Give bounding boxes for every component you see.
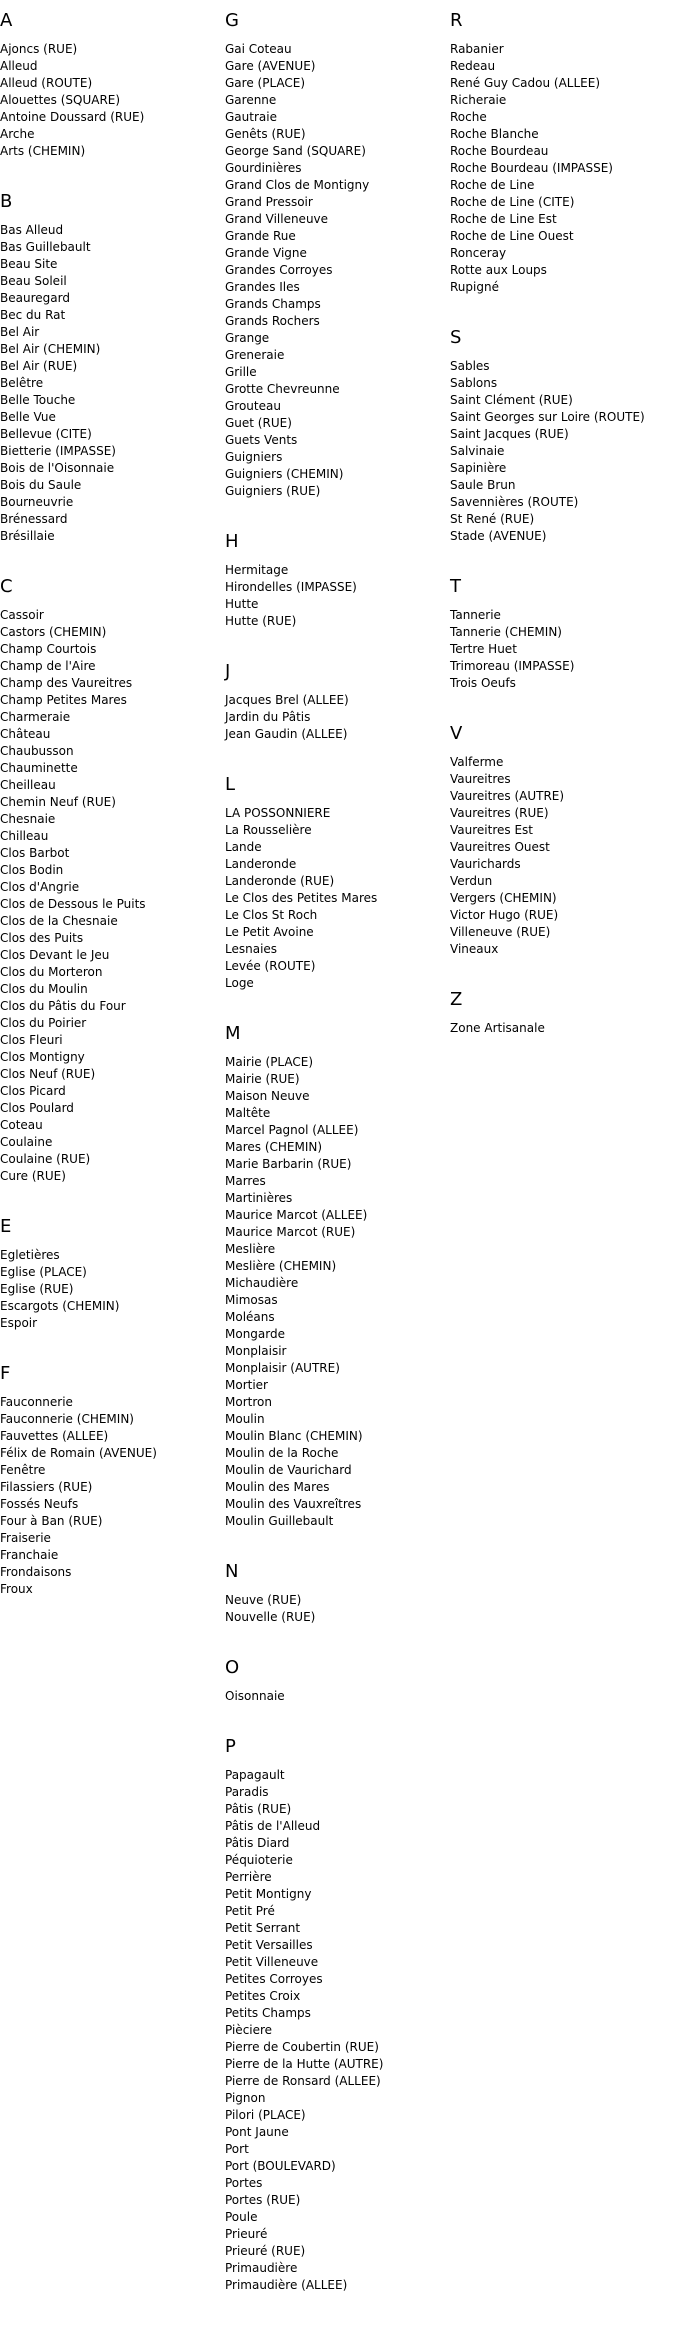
street-link[interactable]: Vergers (CHEMIN) (450, 891, 557, 905)
street-list (225, 562, 450, 630)
street-link[interactable]: Champ Courtois (0, 642, 97, 656)
street-link[interactable]: Filassiers (RUE) (0, 1480, 93, 1494)
street-link[interactable]: Moléans (225, 1310, 275, 1324)
column-left (0, 10, 225, 1629)
street-link[interactable]: LA POSSONNIERE (225, 806, 331, 820)
street-link[interactable]: Pierre de Ronsard (ALLEE) (225, 2074, 381, 2088)
street-link[interactable]: Tannerie (CHEMIN) (450, 625, 562, 639)
letter-section (450, 723, 675, 958)
street-link[interactable]: Moulin de Vaurichard (225, 1463, 352, 1477)
street-link[interactable]: Froux (0, 1582, 33, 1596)
street-link[interactable]: Fraiserie (0, 1531, 51, 1545)
letter-section (225, 774, 450, 992)
street-link[interactable]: Frondaisons (0, 1565, 72, 1579)
section-letter-heading: P (225, 1736, 236, 1757)
street-link[interactable]: Moulin (225, 1412, 265, 1426)
street-link[interactable]: Pilori (PLACE) (225, 2108, 306, 2122)
street-link[interactable]: Rupigné (450, 280, 499, 294)
street-link[interactable]: Ronceray (450, 246, 507, 260)
street-link[interactable]: Pâtis (RUE) (225, 1802, 292, 1816)
street-link[interactable]: Loge (225, 976, 254, 990)
street-link[interactable]: Clos Poulard (0, 1101, 74, 1115)
street-link[interactable]: Perrière (225, 1870, 272, 1884)
street-link[interactable]: Le Clos des Petites Mares (225, 891, 378, 905)
street-link[interactable]: Roche Blanche (450, 127, 539, 141)
street-link[interactable]: Verdun (450, 874, 493, 888)
street-link[interactable]: St René (RUE) (450, 512, 535, 526)
street-link[interactable]: Vaureitres (AUTRE) (450, 789, 565, 803)
letter-section (225, 10, 450, 500)
street-link[interactable]: Vaurichards (450, 857, 521, 871)
street-link[interactable]: Grand Pressoir (225, 195, 313, 209)
street-link[interactable]: Clos du Morteron (0, 965, 103, 979)
street-link[interactable]: Villeneuve (RUE) (450, 925, 551, 939)
street-link[interactable]: Clos des Puits (0, 931, 84, 945)
street-list (225, 1592, 450, 1626)
street-link[interactable]: Clos de Dessous le Puits (0, 897, 146, 911)
section-letter-heading: Z (450, 989, 463, 1010)
street-link[interactable]: Chemin Neuf (RUE) (0, 795, 116, 809)
street-link[interactable]: Egletières (0, 1248, 60, 1262)
street-link[interactable]: Pignon (225, 2091, 266, 2105)
street-link[interactable]: La Rousselière (225, 823, 312, 837)
street-link[interactable]: Brésillaie (0, 529, 55, 543)
street-link[interactable]: Rotte aux Loups (450, 263, 547, 277)
street-link[interactable]: Garenne (225, 93, 277, 107)
street-link[interactable]: Belle Touche (0, 393, 76, 407)
street-link[interactable]: Champ des Vaureitres (0, 676, 133, 690)
street-link[interactable]: Fauconnerie (0, 1395, 73, 1409)
street-link[interactable]: Maurice Marcot (RUE) (225, 1225, 356, 1239)
street-link[interactable]: Fauvettes (ALLEE) (0, 1429, 109, 1443)
street-link[interactable]: Moulin Blanc (CHEMIN) (225, 1429, 363, 1443)
section-letter-heading: T (450, 576, 461, 597)
street-link[interactable]: Portes (RUE) (225, 2193, 301, 2207)
street-link[interactable]: Beau Site (0, 257, 58, 271)
street-link[interactable]: Bas Guillebault (0, 240, 91, 254)
street-link[interactable]: Fenêtre (0, 1463, 46, 1477)
street-link[interactable]: Genêts (RUE) (225, 127, 306, 141)
street-link[interactable]: Roche (450, 110, 487, 124)
street-link[interactable]: Moulin des Vauxreîtres (225, 1497, 362, 1511)
street-link[interactable]: Meslière (225, 1242, 276, 1256)
street-link[interactable]: Beauregard (0, 291, 70, 305)
street-link[interactable]: Neuve (RUE) (225, 1593, 302, 1607)
street-link[interactable]: Landeronde (225, 857, 297, 871)
section-letter-heading: O (225, 1657, 240, 1678)
column-middle (225, 10, 450, 2325)
street-list (225, 1767, 450, 2294)
street-link[interactable]: Bourneuvrie (0, 495, 74, 509)
street-link[interactable]: Papagault (225, 1768, 285, 1782)
street-link[interactable]: Roche Bourdeau (IMPASSE) (450, 161, 613, 175)
street-link[interactable]: Victor Hugo (RUE) (450, 908, 559, 922)
street-link[interactable]: Saint Georges sur Loire (ROUTE) (450, 410, 645, 424)
street-list (225, 805, 450, 992)
street-link[interactable]: Chaubusson (0, 744, 74, 758)
section-letter-heading: G (225, 10, 239, 31)
street-link[interactable]: Petites Croix (225, 1989, 301, 2003)
letter-section (0, 1216, 225, 1332)
street-link[interactable]: Bec du Rat (0, 308, 66, 322)
street-list (0, 1247, 225, 1332)
street-link[interactable]: Alleud (ROUTE) (0, 76, 93, 90)
street-link[interactable]: Chilleau (0, 829, 49, 843)
street-link[interactable]: Cheilleau (0, 778, 56, 792)
street-link[interactable]: Saint Clément (RUE) (450, 393, 573, 407)
street-link[interactable]: Clos Fleuri (0, 1033, 63, 1047)
letter-section (225, 1561, 450, 1626)
street-link[interactable]: Gautraie (225, 110, 277, 124)
street-link[interactable]: Champ de l'Aire (0, 659, 96, 673)
street-link[interactable]: Clos Bodin (0, 863, 64, 877)
street-link[interactable]: Maurice Marcot (ALLEE) (225, 1208, 368, 1222)
letter-section (225, 661, 450, 743)
street-link[interactable]: Roche de Line (450, 178, 535, 192)
street-link[interactable]: Charmeraie (0, 710, 71, 724)
street-link[interactable]: Clos du Pâtis du Four (0, 999, 126, 1013)
street-list (450, 607, 675, 692)
street-link[interactable]: Vaureitres (RUE) (450, 806, 549, 820)
street-link[interactable]: Roche Bourdeau (450, 144, 549, 158)
street-link[interactable]: Eglise (PLACE) (0, 1265, 87, 1279)
street-link[interactable]: Mimosas (225, 1293, 278, 1307)
street-link[interactable]: Roche de Line (CITE) (450, 195, 575, 209)
street-link[interactable]: Trois Oeufs (450, 676, 516, 690)
street-link[interactable]: Maltête (225, 1106, 271, 1120)
street-link[interactable]: Petit Villeneuve (225, 1955, 319, 1969)
section-letter-heading: N (225, 1561, 239, 1582)
street-link[interactable]: Four à Ban (RUE) (0, 1514, 103, 1528)
street-link[interactable]: Petit Versailles (225, 1938, 313, 1952)
street-list (225, 41, 450, 500)
street-link[interactable]: Hermitage (225, 563, 289, 577)
street-list (0, 1394, 225, 1598)
street-link[interactable]: Grande Rue (225, 229, 296, 243)
street-link[interactable]: René Guy Cadou (ALLEE) (450, 76, 601, 90)
street-link[interactable]: Ajoncs (RUE) (0, 42, 78, 56)
street-link[interactable]: Petites Corroyes (225, 1972, 323, 1986)
street-link[interactable]: Vaureitres (450, 772, 511, 786)
letter-section (450, 989, 675, 1037)
letter-section (225, 1657, 450, 1705)
section-letter-heading: L (225, 774, 236, 795)
street-link[interactable]: Richeraie (450, 93, 507, 107)
street-link[interactable]: Petit Serrant (225, 1921, 301, 1935)
street-list (450, 754, 675, 958)
street-link[interactable]: Grand Villeneuve (225, 212, 329, 226)
street-link[interactable]: Grand Clos de Montigny (225, 178, 370, 192)
street-link[interactable]: Rabanier (450, 42, 504, 56)
street-link[interactable]: Landeronde (RUE) (225, 874, 335, 888)
street-link[interactable]: Primaudière (225, 2261, 298, 2275)
street-link[interactable]: Clos de la Chesnaie (0, 914, 118, 928)
street-link[interactable]: Grandes Iles (225, 280, 300, 294)
street-link[interactable]: Pierre de la Hutte (AUTRE) (225, 2057, 384, 2071)
letter-section (0, 576, 225, 1185)
street-link[interactable]: Sables (450, 359, 490, 373)
street-link[interactable]: Moulin des Mares (225, 1480, 330, 1494)
street-link[interactable]: Gourdinières (225, 161, 302, 175)
street-link[interactable]: Mortier (225, 1378, 268, 1392)
street-link[interactable]: Château (0, 727, 51, 741)
street-link[interactable]: Marie Barbarin (RUE) (225, 1157, 352, 1171)
letter-section (225, 1023, 450, 1530)
section-letter-heading: M (225, 1023, 241, 1044)
street-link[interactable]: Gare (AVENUE) (225, 59, 316, 73)
street-link[interactable]: Petits Champs (225, 2006, 311, 2020)
street-link[interactable]: Jardin du Pâtis (225, 710, 311, 724)
street-list (225, 1688, 450, 1705)
street-link[interactable]: Mairie (RUE) (225, 1072, 300, 1086)
street-link[interactable]: Pont Jaune (225, 2125, 289, 2139)
street-link[interactable]: Sapinière (450, 461, 507, 475)
street-link[interactable]: Marcel Pagnol (ALLEE) (225, 1123, 359, 1137)
street-link[interactable]: Sablons (450, 376, 498, 390)
street-link[interactable]: Prieuré (225, 2227, 268, 2241)
street-link[interactable]: Mares (CHEMIN) (225, 1140, 323, 1154)
street-list (0, 222, 225, 545)
street-link[interactable]: Pièciere (225, 2023, 273, 2037)
street-link[interactable]: Petit Pré (225, 1904, 275, 1918)
street-link[interactable]: Savennières (ROUTE) (450, 495, 579, 509)
street-link[interactable]: Grande Vigne (225, 246, 307, 260)
letter-section (0, 10, 225, 160)
street-link[interactable]: Cure (RUE) (0, 1169, 66, 1183)
street-link[interactable]: Roche de Line Est (450, 212, 557, 226)
street-link[interactable]: Félix de Romain (AVENUE) (0, 1446, 157, 1460)
street-link[interactable]: Tertre Huet (450, 642, 517, 656)
street-link[interactable]: Roche de Line Ouest (450, 229, 574, 243)
street-link[interactable]: Port (225, 2142, 249, 2156)
street-link[interactable]: Grands Rochers (225, 314, 320, 328)
street-link[interactable]: Coulaine (0, 1135, 53, 1149)
street-link[interactable]: Grange (225, 331, 270, 345)
street-link[interactable]: Le Clos St Roch (225, 908, 318, 922)
street-link[interactable]: Valferme (450, 755, 504, 769)
street-link[interactable]: George Sand (SQUARE) (225, 144, 366, 158)
section-letter-heading: R (450, 10, 463, 31)
letter-section (225, 531, 450, 630)
street-link[interactable]: Paradis (225, 1785, 269, 1799)
street-link[interactable]: Prieuré (RUE) (225, 2244, 306, 2258)
street-list (0, 607, 225, 1185)
street-link[interactable]: Chesnaie (0, 812, 56, 826)
street-link[interactable]: Maison Neuve (225, 1089, 310, 1103)
street-link[interactable]: Hutte (225, 597, 259, 611)
street-link[interactable]: Grouteau (225, 399, 281, 413)
street-link[interactable]: Meslière (CHEMIN) (225, 1259, 337, 1273)
street-link[interactable]: Port (BOULEVARD) (225, 2159, 336, 2173)
street-link[interactable]: Eglise (RUE) (0, 1282, 74, 1296)
street-list (0, 41, 225, 160)
street-link[interactable]: Pierre de Coubertin (RUE) (225, 2040, 379, 2054)
letter-section (450, 327, 675, 545)
street-link[interactable]: Pâtis de l'Alleud (225, 1819, 321, 1833)
section-letter-heading: J (225, 661, 231, 682)
street-link[interactable]: Chauminette (0, 761, 78, 775)
street-link[interactable]: Bel Air (RUE) (0, 359, 78, 373)
street-link[interactable]: Guet (RUE) (225, 416, 292, 430)
street-link[interactable]: Vaureitres Est (450, 823, 533, 837)
street-link[interactable]: Franchaie (0, 1548, 59, 1562)
street-link[interactable]: Hirondelles (IMPASSE) (225, 580, 357, 594)
section-letter-heading: E (0, 1216, 12, 1237)
street-link[interactable]: Coteau (0, 1118, 43, 1132)
street-link[interactable]: Mongarde (225, 1327, 285, 1341)
street-link[interactable]: Primaudière (ALLEE) (225, 2278, 348, 2292)
street-list (225, 692, 450, 743)
street-link[interactable]: Saule Brun (450, 478, 516, 492)
street-link[interactable]: Bellevue (CITE) (0, 427, 92, 441)
street-link[interactable]: Bel Air (CHEMIN) (0, 342, 101, 356)
street-link[interactable]: Martinières (225, 1191, 293, 1205)
street-link[interactable]: Moulin de la Roche (225, 1446, 339, 1460)
letter-section (0, 1363, 225, 1598)
street-link[interactable]: Redeau (450, 59, 496, 73)
street-link[interactable]: Clos Picard (0, 1084, 66, 1098)
street-link[interactable]: Coulaine (RUE) (0, 1152, 91, 1166)
street-link[interactable]: Grandes Corroyes (225, 263, 333, 277)
street-link[interactable]: Michaudière (225, 1276, 299, 1290)
street-list (450, 358, 675, 545)
street-link[interactable]: Lesnaies (225, 942, 278, 956)
street-link[interactable]: Guigniers (RUE) (225, 484, 321, 498)
street-link[interactable]: Beau Soleil (0, 274, 67, 288)
section-letter-heading: B (0, 191, 13, 212)
street-link[interactable]: Bois du Saule (0, 478, 82, 492)
street-link[interactable]: Arts (CHEMIN) (0, 144, 86, 158)
street-link[interactable]: Espoir (0, 1316, 38, 1330)
street-link[interactable]: Belêtre (0, 376, 44, 390)
street-link[interactable]: Bas Alleud (0, 223, 64, 237)
street-link[interactable]: Stade (AVENUE) (450, 529, 547, 543)
street-link[interactable]: Bel Air (0, 325, 40, 339)
column-right (450, 10, 675, 1068)
street-link[interactable]: Marres (225, 1174, 266, 1188)
street-link[interactable]: Brénessard (0, 512, 68, 526)
street-link[interactable]: Bois de l'Oisonnaie (0, 461, 115, 475)
street-link[interactable]: Zone Artisanale (450, 1021, 545, 1035)
street-link[interactable]: Guigniers (CHEMIN) (225, 467, 344, 481)
street-link[interactable]: Fauconnerie (CHEMIN) (0, 1412, 134, 1426)
section-letter-heading: V (450, 723, 463, 744)
street-link[interactable]: Arche (0, 127, 35, 141)
street-link[interactable]: Mairie (PLACE) (225, 1055, 314, 1069)
street-link[interactable]: Champ Petites Mares (0, 693, 127, 707)
street-link[interactable]: Tannerie (450, 608, 501, 622)
street-link[interactable]: Alouettes (SQUARE) (0, 93, 121, 107)
street-link[interactable]: Lande (225, 840, 262, 854)
section-letter-heading: H (225, 531, 239, 552)
street-link[interactable]: Petit Montigny (225, 1887, 312, 1901)
street-link[interactable]: Salvinaie (450, 444, 505, 458)
street-link[interactable]: Nouvelle (RUE) (225, 1610, 316, 1624)
street-link[interactable]: Poule (225, 2210, 258, 2224)
street-link[interactable]: Saint Jacques (RUE) (450, 427, 569, 441)
street-list (450, 1020, 675, 1037)
street-link[interactable]: Escargots (CHEMIN) (0, 1299, 120, 1313)
section-letter-heading: C (0, 576, 13, 597)
street-link[interactable]: Hutte (RUE) (225, 614, 297, 628)
section-letter-heading: S (450, 327, 462, 348)
street-link[interactable]: Vaureitres Ouest (450, 840, 550, 854)
street-link[interactable]: Péquioterie (225, 1853, 293, 1867)
street-link[interactable]: Clos Montigny (0, 1050, 85, 1064)
street-link[interactable]: Cassoir (0, 608, 44, 622)
street-link[interactable]: Jean Gaudin (ALLEE) (225, 727, 348, 741)
street-link[interactable]: Moulin Guillebault (225, 1514, 334, 1528)
street-link[interactable]: Clos Barbot (0, 846, 70, 860)
street-link[interactable]: Fossés Neufs (0, 1497, 79, 1511)
street-link[interactable]: Grotte Chevreunne (225, 382, 340, 396)
section-letter-heading: F (0, 1363, 11, 1384)
street-link[interactable]: Trimoreau (IMPASSE) (450, 659, 575, 673)
street-list (450, 41, 675, 296)
letter-section (0, 191, 225, 545)
street-link[interactable]: Mortron (225, 1395, 272, 1409)
street-link[interactable]: Bietterie (IMPASSE) (0, 444, 116, 458)
letter-section (450, 10, 675, 296)
street-link[interactable]: Monplaisir (225, 1344, 287, 1358)
street-link[interactable]: Levée (ROUTE) (225, 959, 316, 973)
street-link[interactable]: Vineaux (450, 942, 499, 956)
street-link[interactable]: Portes (225, 2176, 263, 2190)
street-link[interactable]: Greneraie (225, 348, 285, 362)
street-link[interactable]: Monplaisir (AUTRE) (225, 1361, 340, 1375)
street-link[interactable]: Grille (225, 365, 257, 379)
street-link[interactable]: Gare (PLACE) (225, 76, 306, 90)
street-link[interactable]: Jacques Brel (ALLEE) (225, 693, 349, 707)
street-link[interactable]: Grands Champs (225, 297, 321, 311)
letter-section (225, 1736, 450, 2294)
street-link[interactable]: Castors (CHEMIN) (0, 625, 107, 639)
street-link[interactable]: Clos Devant le Jeu (0, 948, 110, 962)
street-link[interactable]: Pâtis Diard (225, 1836, 290, 1850)
street-link[interactable]: Clos du Moulin (0, 982, 88, 996)
street-link[interactable]: Antoine Doussard (RUE) (0, 110, 145, 124)
street-link[interactable]: Le Petit Avoine (225, 925, 314, 939)
street-link[interactable]: Guets Vents (225, 433, 298, 447)
street-list (225, 1054, 450, 1530)
street-link[interactable]: Alleud (0, 59, 38, 73)
letter-section (450, 576, 675, 692)
street-link[interactable]: Clos Neuf (RUE) (0, 1067, 96, 1081)
street-link[interactable]: Oisonnaie (225, 1689, 285, 1703)
street-link[interactable]: Belle Vue (0, 410, 56, 424)
section-letter-heading: A (0, 10, 13, 31)
street-link[interactable]: Guigniers (225, 450, 283, 464)
street-link[interactable]: Clos d'Angrie (0, 880, 80, 894)
street-link[interactable]: Clos du Poirier (0, 1016, 87, 1030)
street-link[interactable]: Gai Coteau (225, 42, 292, 56)
